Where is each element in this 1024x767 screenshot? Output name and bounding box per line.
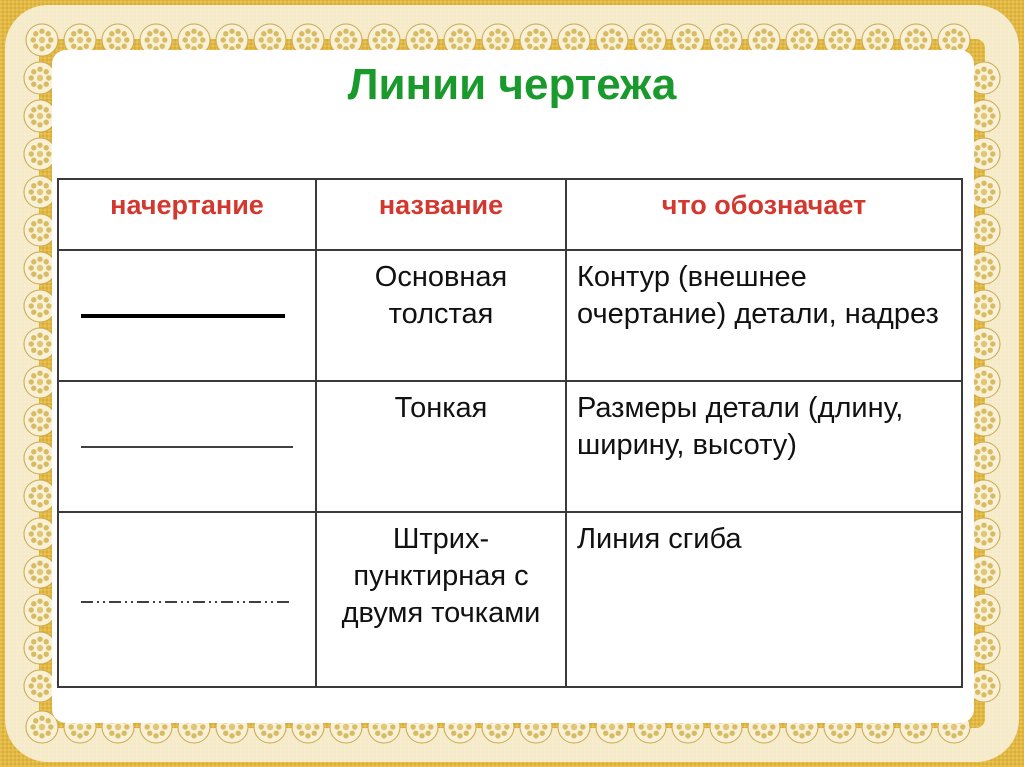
lace-flower <box>26 24 58 56</box>
header-meaning: что обозначает <box>566 179 962 250</box>
header-line-name: название <box>316 179 566 250</box>
line-sample-cell <box>58 512 316 687</box>
header-line-style: начертание <box>58 179 316 250</box>
dash-dot-dot-line-sample <box>79 590 299 610</box>
line-name-cell: Тонкая <box>316 381 566 512</box>
line-sample-cell <box>58 250 316 381</box>
table-row <box>58 250 962 381</box>
table-row <box>58 381 962 512</box>
solid-thick-line-sample <box>79 306 299 326</box>
table-row <box>58 512 962 687</box>
line-meaning-cell: Линия сгиба <box>566 512 962 687</box>
solid-thin-line-sample <box>79 437 299 457</box>
slide-title: Линии чертежа <box>347 60 677 109</box>
line-sample-cell <box>58 381 316 512</box>
line-name-cell: Штрих-пунктирная с двумя точками <box>316 512 566 687</box>
table-header-row <box>58 179 962 250</box>
line-name-cell: Основная толстая <box>316 250 566 381</box>
drawing-lines-table <box>57 178 963 688</box>
line-meaning-cell: Контур (внешнее очертание) детали, надрез <box>566 250 962 381</box>
line-meaning-cell: Размеры детали (длину, ширину, высоту) <box>566 381 962 512</box>
